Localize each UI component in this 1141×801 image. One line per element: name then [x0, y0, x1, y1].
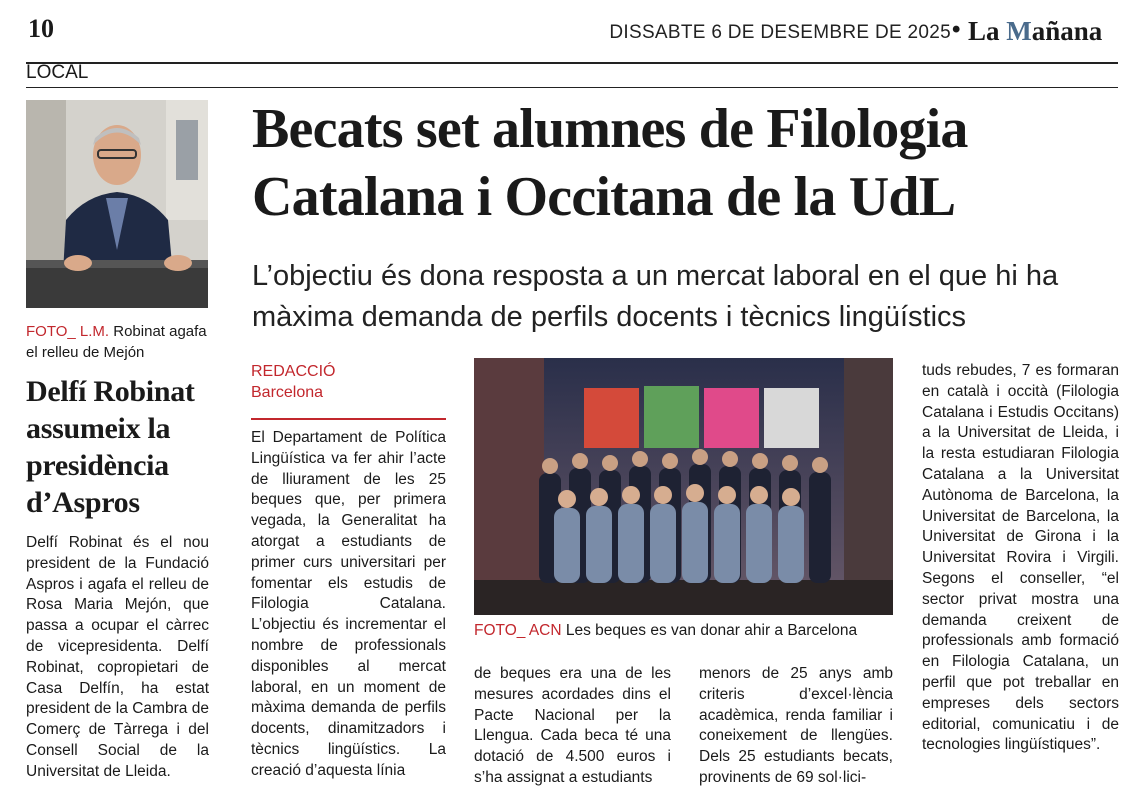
byline-rule [251, 418, 446, 420]
section-label: LOCAL [26, 62, 89, 83]
masthead-accent: M [1006, 16, 1032, 46]
masthead-pre: La [968, 16, 1007, 46]
masthead-dot: • [952, 16, 961, 43]
masthead-logo [968, 16, 1102, 47]
article-column-3: menors de 25 anys amb criteris d’excel·lència acadèmica, renda familiar i coneixement de llengües. Dels 25 estudiants becats, provinents de 69 sol·lici- [699, 665, 893, 786]
byline-author: REDACCIÓ [251, 363, 336, 380]
article-column-2: de beques era una de les mesures acordades dins el Pacte Nacional per la Llengua. Cada beca té una dotació de 4.500 euros i s’ha assignat a estudiants [474, 665, 671, 786]
article-column-1: El Departament de Política Lingüística va fer ahir l’acte de lliurament de les 25 beques que, per primera vegada, la Generalitat ha atorgat a estudiants de primer curs universitari per fomentar els estudis de Filologia Catalana. L’objectiu és incrementar el nombre de professionals disponibles al mercat laboral, en un moment de màxima demanda de perfils docents, dinamitzadors i tècnics lingüístics. La creació d’aquesta línia [251, 429, 446, 779]
portrait-illustration [26, 100, 208, 308]
byline-city: Barcelona [251, 384, 324, 401]
section-rule [26, 87, 1118, 88]
header-rule [26, 62, 1118, 64]
sidebar-photo-caption [26, 321, 212, 363]
page-number: 10 [28, 14, 54, 43]
article-byline [251, 361, 335, 403]
masthead-post: añana [1031, 16, 1103, 46]
sidebar-photo-caption-text: Robinat agafa el relleu de Mejón [26, 323, 207, 361]
group-photo-illustration [474, 358, 893, 615]
article-headline: Becats set alumnes de Filologia Catalana i Occitana de la UdL [252, 98, 968, 228]
sidebar-portrait-photo [26, 100, 208, 308]
sidebar-headline: Delfí Robinat assumeix la presidència d’Aspros [26, 375, 195, 519]
issue-date: DISSABTE 6 DE DESEMBRE DE 2025 [609, 22, 951, 43]
article-photo-caption [474, 621, 904, 641]
article-photo-caption-text: Les beques es van donar ahir a Barcelona [561, 622, 858, 639]
article-column-4: tuds rebudes, 7 es formaran en català i occità (Filologia Catalana i Estudis Occitans) a la Universitat de Lleida, i la resta estudiaran Filologia Catalana a la Universitat Autònoma de Barcelona, la Universitat de Barcelona, la Universitat de Girona i la Universitat Rovira i Virgili. Segons el conseller, “el sector privat mostra una demanda creixent de professionals amb formació en Filologia Catalana, un perfil que pot treballar en empreses dels sectors editorial, comunicatiu i de tecnologies lingüístiques”. [922, 362, 1119, 754]
sidebar-body: Delfí Robinat és el nou president de la Fundació Aspros i agafa el relleu de Rosa Maria Mejón, que passa a ocupar el càrrec de vicepresidenta. Delfí Robinat, copropietari de Casa Delfín, ha estat president de la Cambra de Comerç de Tàrrega i del Consell Social de la Universitat de Lleida. [26, 534, 209, 780]
article-photo-credit: FOTO_ ACN [474, 622, 562, 639]
sidebar-photo-credit: FOTO_ L.M. [26, 323, 110, 340]
article-group-photo [474, 358, 893, 615]
article-subheadline: L’objectiu és dona resposta a un mercat laboral en el que hi ha màxima demanda de perfils docents i tècnics lingüístics [252, 260, 1059, 333]
